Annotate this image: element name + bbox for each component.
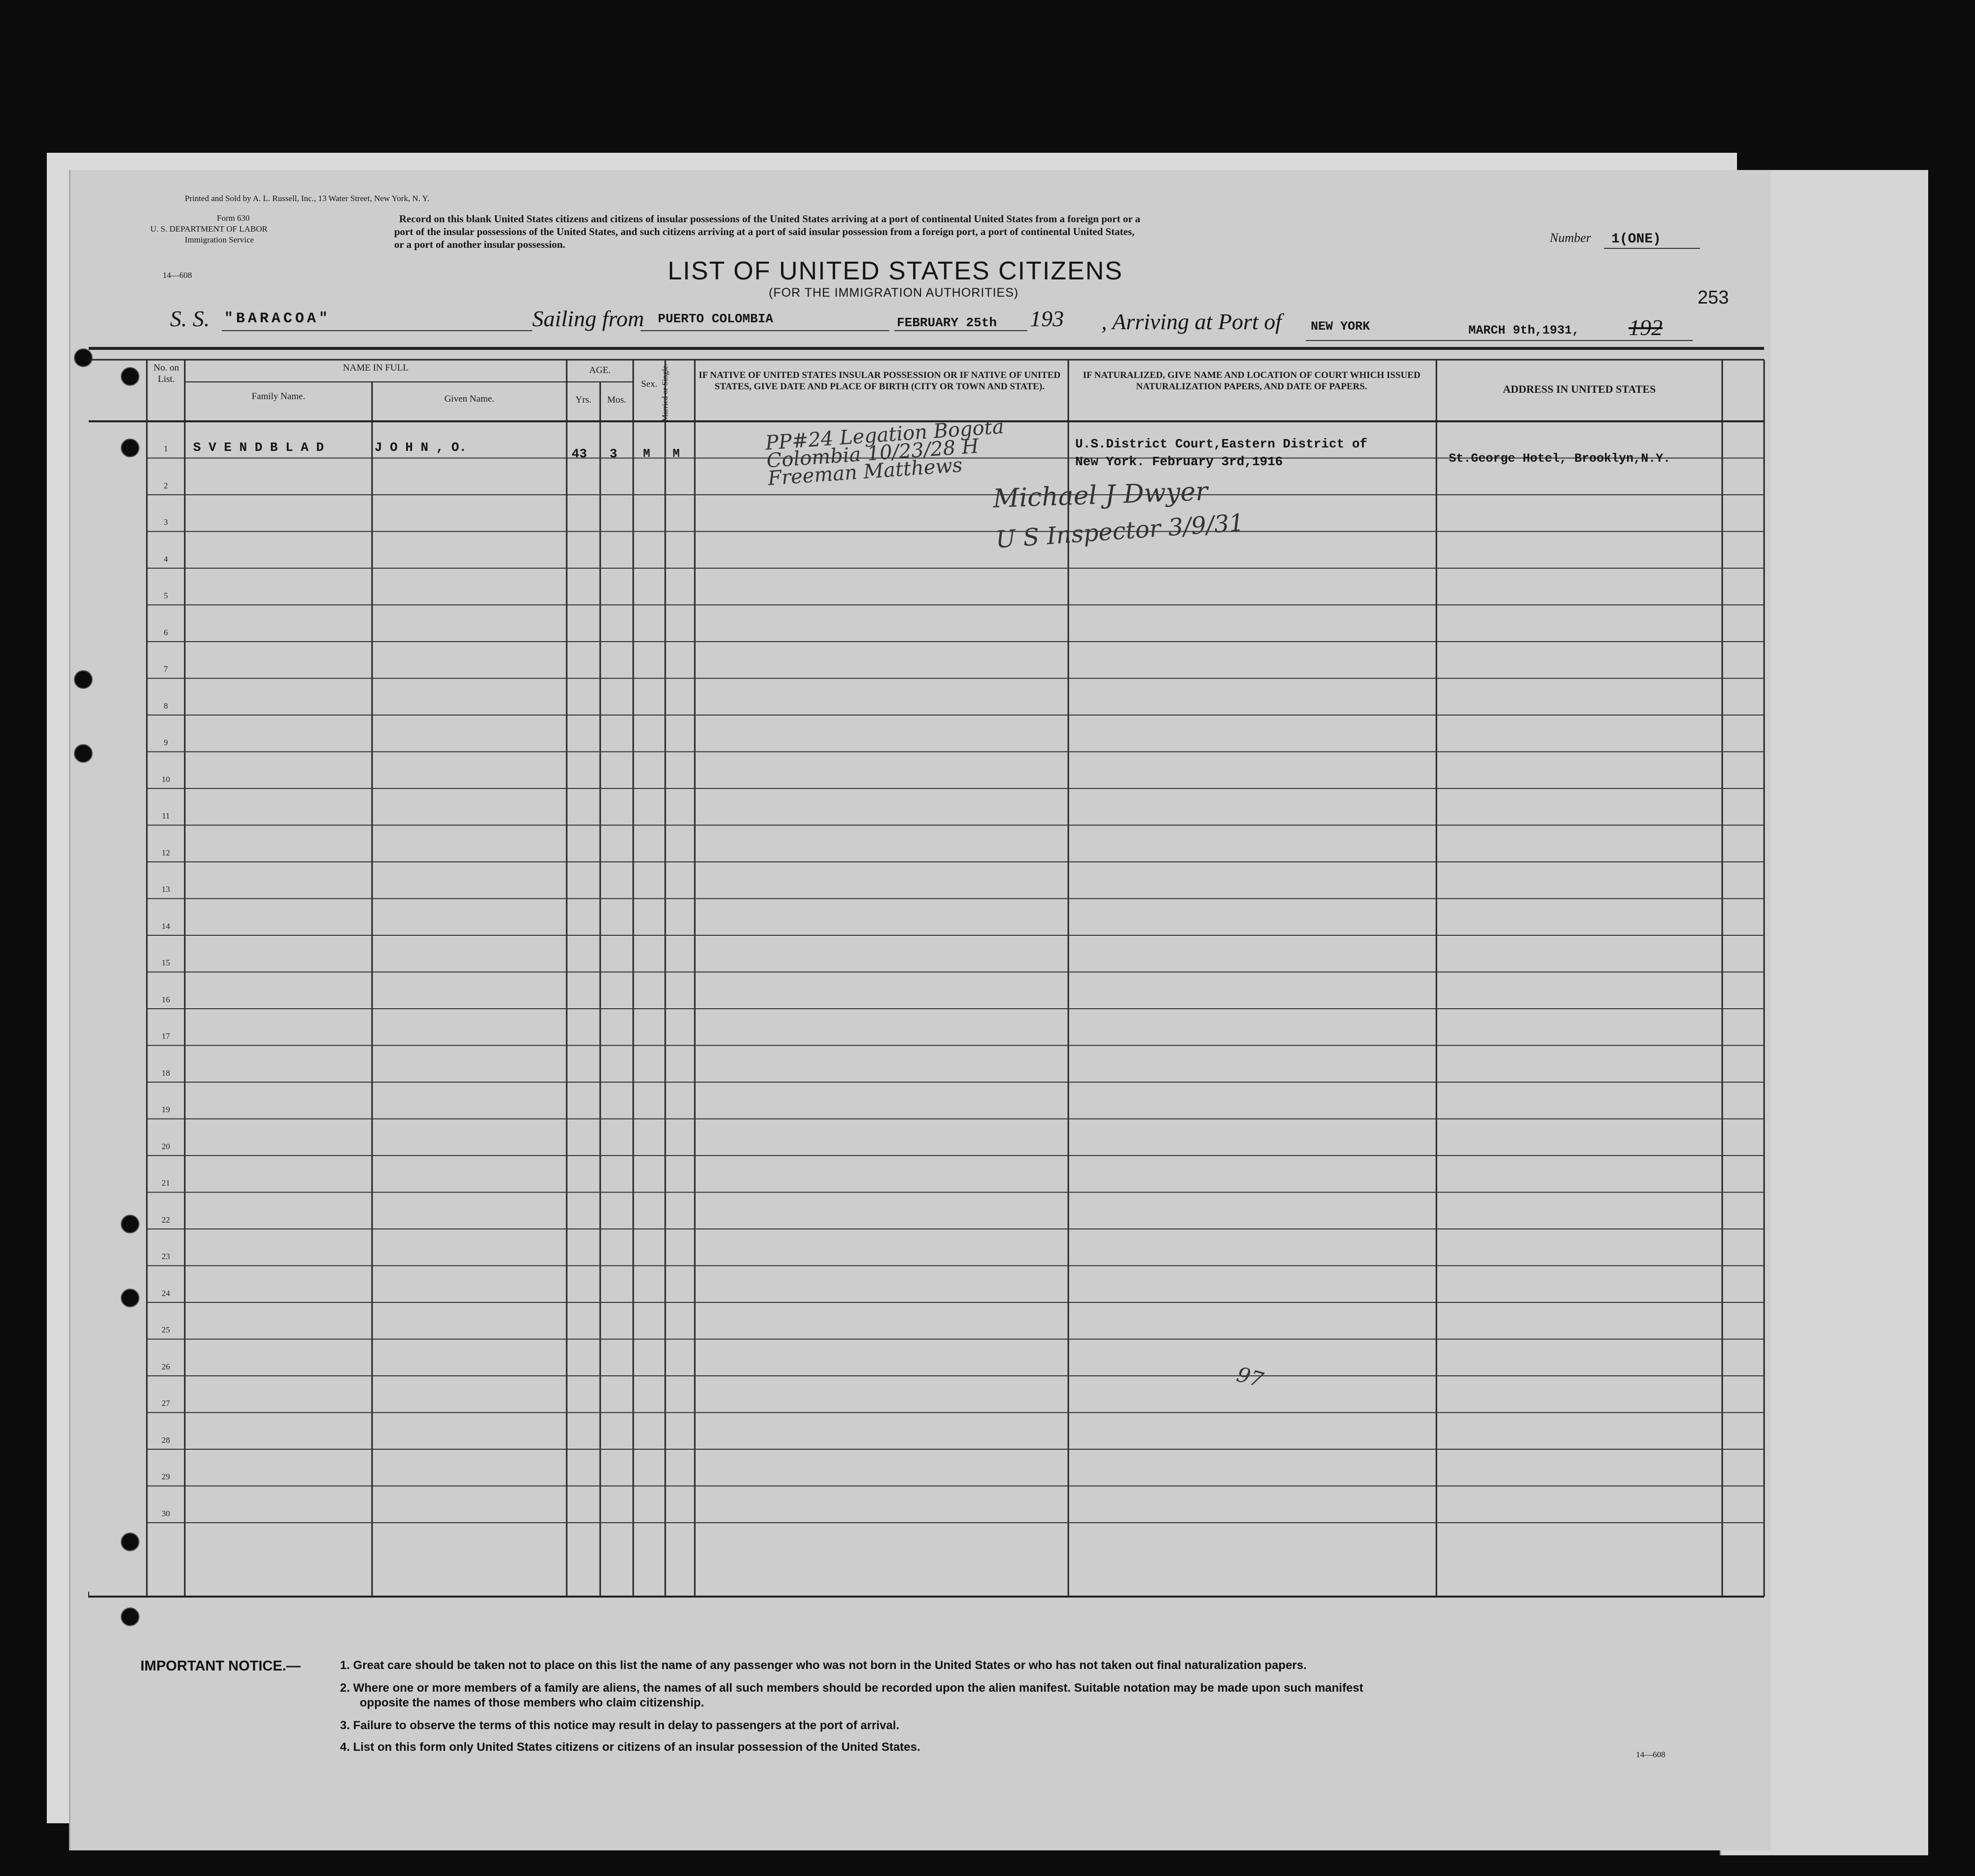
notice-heading: IMPORTANT NOTICE.— [140, 1658, 301, 1674]
form-code: 14—608 [163, 271, 192, 280]
department-name: U. S. DEPARTMENT OF LABOR [150, 224, 268, 234]
entry-native-handwriting: PP#24 Legation Bogota Colombia 10/23/28 H Freeman Matthews [764, 415, 1005, 490]
entry-age-years: 43 [572, 446, 587, 461]
row-number: 12 [162, 848, 170, 857]
arriving-label: , Arriving at Port of [1101, 309, 1282, 334]
row-number: 10 [162, 774, 170, 784]
row-number: 17 [162, 1031, 170, 1041]
header-married-single: Married or Single. [661, 363, 670, 422]
row-number: 25 [162, 1325, 170, 1334]
row-number: 1 [164, 444, 168, 453]
instructions-line-1: Record on this blank United States citizens and citizens of insular possessions of the United States arriving at a port of continental United States from a foreign port or a [399, 213, 1141, 225]
row-number: 4 [164, 554, 168, 564]
ship-name: "BARACOA" [224, 310, 331, 327]
entry-naturalized-line-2: New York. February 3rd,1916 [1075, 454, 1283, 469]
inspector-title: U S Inspector 3/9/31 [994, 509, 1245, 554]
entry-sex: M [643, 447, 650, 461]
header-address: ADDRESS IN UNITED STATES [1502, 383, 1656, 395]
row-number: 16 [162, 994, 170, 1004]
header-naturalized: IF NATURALIZED, GIVE NAME AND LOCATION OF COURT WHICH ISSUED NATURALIZATION PAPERS, AND DATE OF PAPERS. [1083, 370, 1421, 392]
row-number: 7 [164, 664, 168, 674]
row-number: 5 [164, 591, 168, 600]
header-age: AGE. [589, 365, 611, 375]
form-number: Form 630 [217, 213, 250, 223]
notice-item-2a: 2. Where one or more members of a family are aliens, the names of all such members should be recorded upon the alien manifest. Suitable notation may be made upon such manifest [340, 1681, 1363, 1695]
row-number: 8 [164, 701, 168, 711]
header-family-name: Family Name. [251, 391, 306, 402]
header-no-on-list: No. on List. [153, 363, 179, 384]
row-number: 6 [164, 627, 168, 637]
departure-date: FEBRUARY 25th [897, 315, 997, 330]
row-number: 3 [164, 517, 168, 527]
header-mos: Mos. [607, 395, 626, 405]
row-number: 28 [162, 1435, 170, 1445]
row-number: 27 [162, 1398, 170, 1408]
departure-year: 193 [1030, 306, 1064, 331]
notice-item-2b: opposite the names of those members who claim citizenship. [360, 1696, 704, 1709]
entry-family-name: S V E N D B L A D [193, 440, 324, 455]
footer-form-code: 14—608 [1636, 1750, 1666, 1759]
entry-age-months: 3 [610, 446, 617, 461]
entry-marital: M [673, 447, 680, 461]
number-label: Number [1550, 231, 1591, 245]
row-number: 30 [162, 1508, 170, 1518]
row-number: 26 [162, 1362, 170, 1371]
row-number: 21 [162, 1178, 170, 1188]
row-number: 19 [162, 1105, 170, 1114]
header-native-birth: IF NATIVE OF UNITED STATES INSULAR POSSESSION OR IF NATIVE OF UNITED STATES, GIVE DATE AND PLACE OF BIRTH (CITY OR TOWN AND STATE). [698, 370, 1061, 392]
row-number: 18 [162, 1068, 170, 1078]
row-number: 20 [162, 1141, 170, 1151]
instructions-line-3: or a port of another insular possession. [394, 239, 566, 250]
row-number: 11 [162, 811, 170, 820]
row-number: 24 [162, 1288, 170, 1298]
notice-item-3: 3. Failure to observe the terms of this notice may result in delay to passengers at the port of arrival. [340, 1719, 899, 1732]
header-yrs: Yrs. [575, 395, 592, 405]
header-name-in-full: NAME IN FULL [343, 363, 409, 373]
row-number: 13 [162, 885, 170, 894]
header-sex: Sex. [641, 379, 658, 389]
entry-address: St.George Hotel, Brooklyn,N.Y. [1449, 451, 1671, 466]
row-number: 29 [162, 1472, 170, 1481]
header-given-name: Given Name. [444, 394, 495, 404]
service-name: Immigration Service [185, 235, 254, 244]
page-number: 253 [1698, 287, 1729, 308]
page-subtitle: (FOR THE IMMIGRATION AUTHORITIES) [769, 286, 1019, 300]
ss-label: S. S. [170, 306, 210, 331]
entry-given-name: J O H N , O. [375, 440, 467, 455]
inspector-signature: Michael J Dwyer [992, 477, 1208, 514]
instructions-line-2: port of the insular possessions of the United States, and such citizens arriving at a port of said insular possession from a foreign port, a port of continental United States, [394, 226, 1135, 238]
row-number: 2 [164, 480, 168, 490]
number-value: 1(ONE) [1611, 232, 1661, 247]
entry-naturalized-line-1: U.S.District Court,Eastern District of [1075, 437, 1367, 451]
arrival-year-struck: 192 [1629, 315, 1663, 340]
notice-item-4: 4. List on this form only United States citizens or citizens of an insular possession of the United States. [340, 1740, 920, 1754]
notice-item-1: 1. Great care should be taken not to place on this list the name of any passenger who was not born in the United States or who has not taken out final naturalization papers. [340, 1659, 1307, 1672]
printer-credit: Printed and Sold by A. L. Russell, Inc., 13 Water Street, New York, N. Y. [185, 194, 430, 203]
row-number: 15 [162, 958, 170, 967]
row-number: 23 [162, 1252, 170, 1261]
arrival-port: NEW YORK [1311, 319, 1370, 334]
arrival-date: MARCH 9th,1931, [1468, 323, 1580, 338]
row-number: 9 [164, 738, 168, 747]
sailing-from-label: Sailing from [532, 306, 645, 331]
row-number: 22 [162, 1215, 170, 1225]
page-mark: 97 [1234, 1362, 1266, 1393]
departure-port: PUERTO COLOMBIA [658, 311, 774, 326]
page-title: LIST OF UNITED STATES CITIZENS [668, 257, 1123, 285]
row-number: 14 [162, 921, 170, 931]
